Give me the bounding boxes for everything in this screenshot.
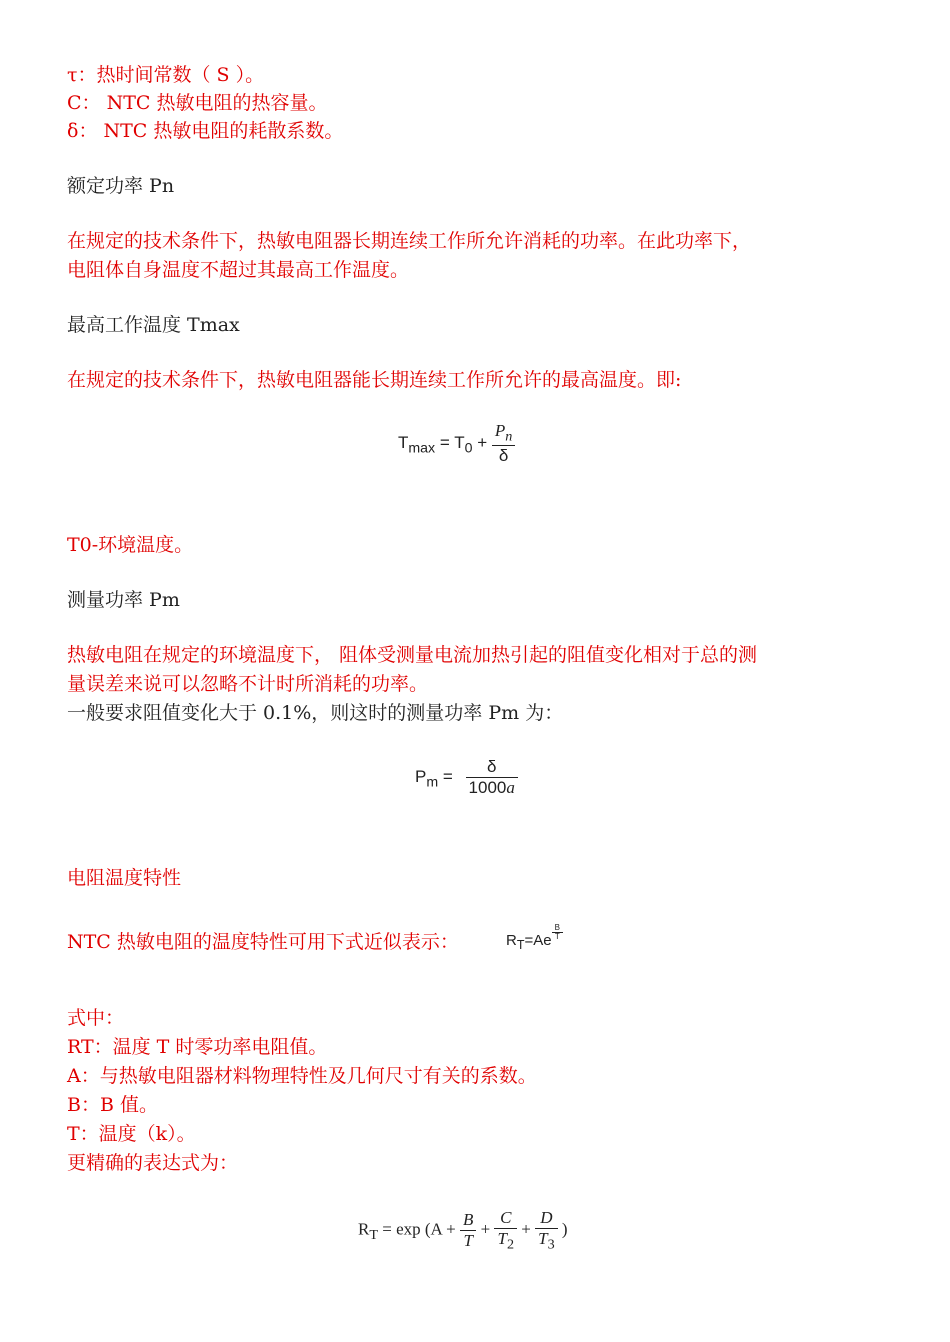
t-definition: T：温度（k）。 [67,1123,196,1145]
rt-heading: 电阻温度特性 [67,867,182,889]
rt-precise-t: T [463,1231,473,1251]
rt-precise-b: B [460,1210,476,1231]
pm-formula-numerator: δ [466,757,518,778]
tmax-formula-denominator: δ [498,446,509,466]
b-definition: B：B 值。 [67,1094,158,1116]
tmax-formula-eq: = T [439,433,465,453]
pm-formula-lhs: P [415,766,427,786]
rt-precise-t3: T [538,1229,548,1248]
rt-precise-formula [358,1208,568,1253]
rt-formula-lhs-sub: T [516,938,525,952]
rt-formula-exp-den: T [554,932,560,941]
a-definition: A：与热敏电阻器材料物理特性及几何尺寸有关的系数。 [67,1065,537,1087]
rt-precise-plus-2: + [521,1219,531,1239]
rt-precise-c: C [494,1208,517,1229]
pm-formula [415,757,518,798]
tmax-formula-numerator: P [494,421,506,440]
rt-precise-fraction-c [494,1208,517,1253]
pm-description-line-2: 量误差来说可以忽略不计时所消耗的功率。 [67,673,429,695]
rt-formula-exponent [552,924,563,941]
rt-precise-t2-sub: 2 [506,1236,515,1253]
delta-definition: δ： NTC 热敏电阻的耗散系数。 [67,120,344,142]
rt-precise-d: D [535,1208,558,1229]
rt-precise-eq: = exp (A + [382,1219,456,1239]
rt-precise-close: ) [561,1219,568,1239]
pm-formula-denominator: 1000 [468,778,507,797]
pm-formula-fraction [466,757,518,798]
tmax-formula [398,421,515,466]
tmax-heading: 最高工作温度 Tmax [67,314,240,336]
c-definition: C： NTC 热敏电阻的热容量。 [67,92,328,114]
pm-description-line-1: 热敏电阻在规定的环境温度下， 阻体受测量电流加热引起的阻值变化相对于总的测 [67,644,758,666]
tmax-formula-lhs: T [398,433,409,453]
rt-precise-t2: T [497,1229,507,1248]
rt-precise-plus-1: + [480,1219,491,1239]
rt-precise-lhs: R [358,1219,370,1239]
rt-definition: RT：温度 T 时零功率电阻值。 [67,1036,328,1058]
rt-description: NTC 热敏电阻的温度特性可用下式近似表示： [67,931,459,953]
tau-definition: τ：热时间常数（ S ）。 [67,64,265,86]
tmax-formula-numerator-sub: n [505,428,513,445]
rt-formula-lhs: R [506,932,517,949]
pm-formula-denominator-var: a [506,778,515,797]
pn-heading: 额定功率 Pn [67,175,175,197]
t0-description: T0-环境温度。 [67,534,194,556]
pm-formula-eq: = [442,766,453,786]
where-label: 式中： [67,1007,125,1029]
rt-precise-t3-sub: 3 [547,1236,555,1253]
pm-description-line-3: 一般要求阻值变化大于 0.1%，则这时的测量功率 Pm 为： [67,702,564,724]
tmax-formula-plus: + [477,433,488,453]
tmax-description: 在规定的技术条件下，热敏电阻器能长期连续工作所允许的最高温度。即: [67,369,682,391]
tmax-formula-fraction [492,421,515,466]
rt-formula [506,924,563,952]
pm-heading: 测量功率 Pm [67,589,180,611]
pm-formula-lhs-sub: m [426,774,439,791]
rt-precise-fraction-b [460,1210,476,1251]
rt-precise-fraction-d [535,1208,558,1253]
precise-expression-label: 更精确的表达式为： [67,1152,239,1174]
rt-formula-exp-num: B [552,924,563,933]
tmax-formula-t0-sub: 0 [464,440,473,457]
pn-description-line-1: 在规定的技术条件下，热敏电阻器长期连续工作所允许消耗的功率。在此功率下， [67,230,752,252]
tmax-formula-lhs-sub: max [408,440,436,457]
rt-precise-lhs-sub: T [369,1227,378,1243]
rt-formula-eq: =Ae [524,932,552,949]
pn-description-line-2: 电阻体自身温度不超过其最高工作温度。 [67,259,410,281]
